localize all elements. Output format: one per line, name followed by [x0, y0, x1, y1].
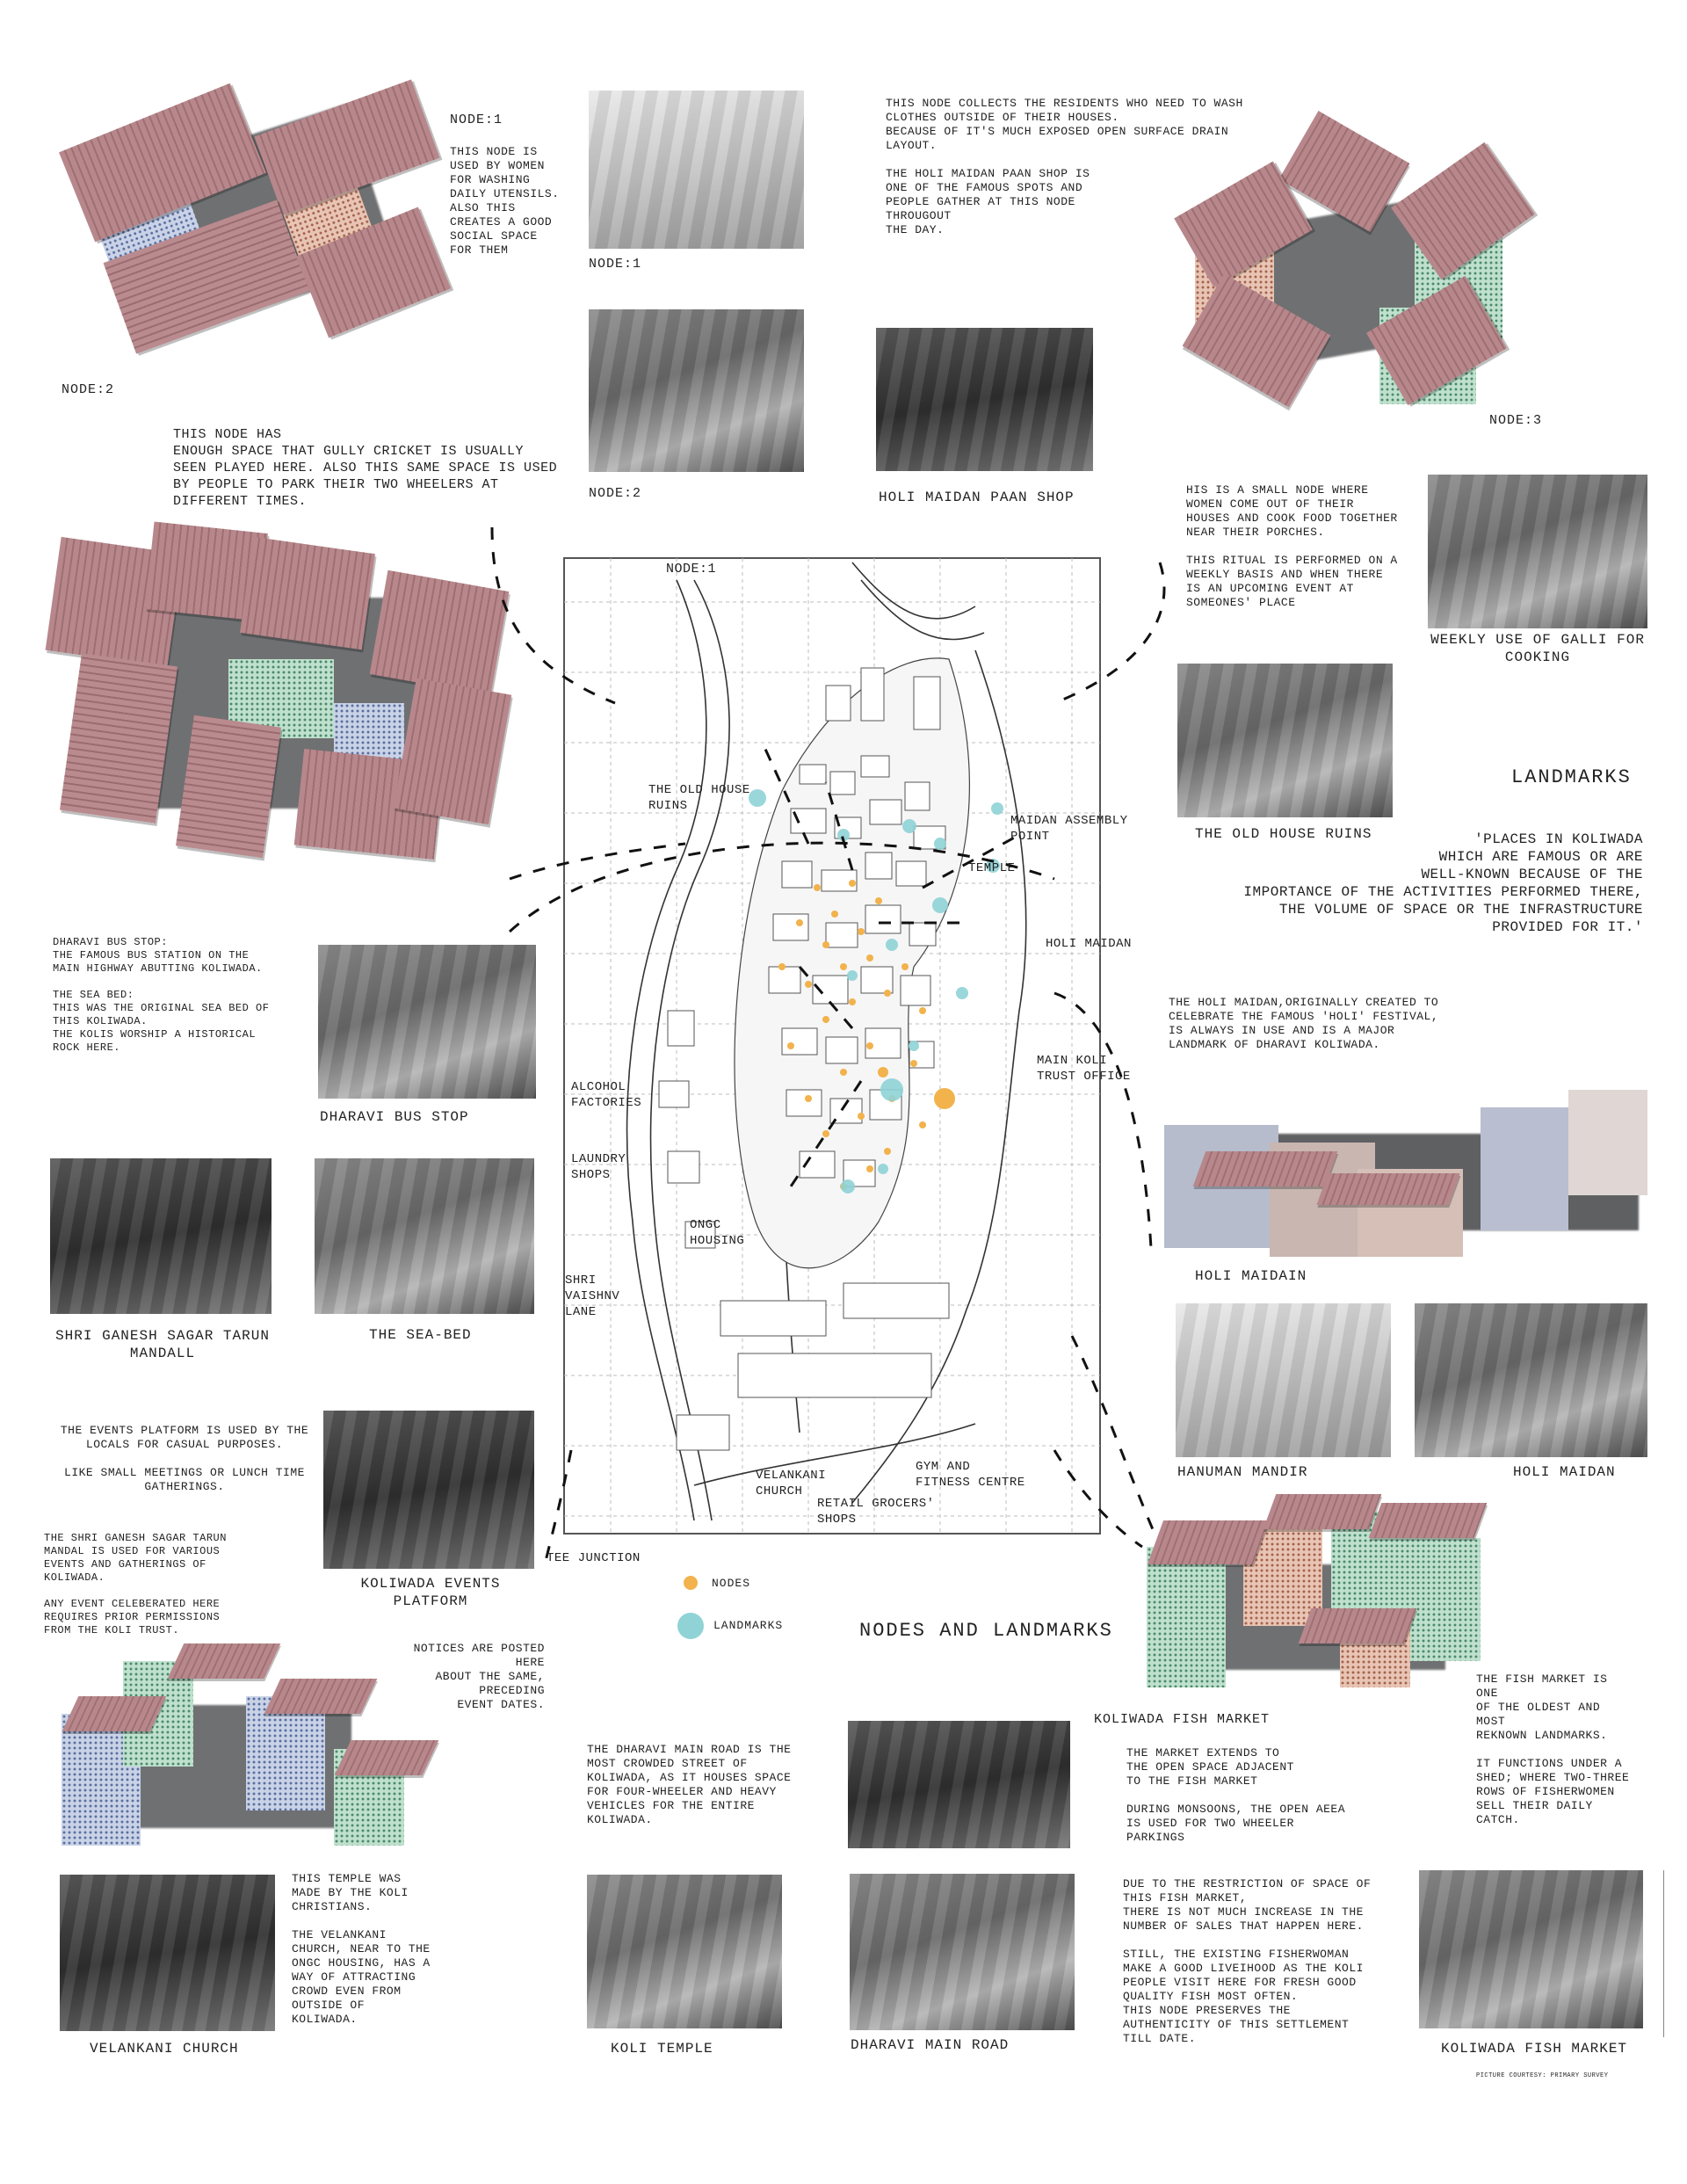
fish-market-caption: KOLIWADA FISH MARKET [1441, 2041, 1628, 2057]
bus-stop-text: DHARAVI BUS STOP: THE FAMOUS BUS STATION ON THE MAIN HIGHWAY ABUTTING KOLIWADA. THE SEA BED: THIS WAS THE ORIGINAL SEA BED OF THIS KOLIWADA. THE KOLIS WORSHIP A HISTORICAL ROCK HERE. [53, 936, 270, 1054]
events-text-1: THE EVENTS PLATFORM IS USED BY THE LOCALS FOR CASUAL PURPOSES. LIKE SMALL MEETINGS OR LUNCH TIME GATHERINGS. [60, 1424, 309, 1493]
diagram-title: NODES AND LANDMARKS [859, 1620, 1113, 1642]
map-label-laundry: LAUNDRY SHOPS [571, 1152, 626, 1182]
legend-nodes-label: NODES [712, 1577, 751, 1590]
map-label-gym: GYM AND FITNESS CENTRE [916, 1460, 1025, 1490]
holi-maidan-photo [1415, 1303, 1647, 1457]
main-road-photo [850, 1874, 1075, 2030]
map-label-velankani: VELANKANI CHURCH [756, 1469, 827, 1498]
node1-title: NODE:1 [450, 112, 503, 127]
fish-market-text-2: THE FISH MARKET IS ONE OF THE OLDEST AND MOST REKNOWN LANDMARKS. IT FUNCTIONS UNDER A SHED; WHERE TWO-THREE ROWS OF FISHERWOMEN SELL THEIR DAILY CATCH. [1476, 1672, 1630, 1826]
ganesh-mandal-caption: SHRI GANESH SAGAR TARUN MANDALL [55, 1328, 270, 1361]
divider-line [1663, 1870, 1664, 2037]
node1-photo-caption: NODE:1 [589, 257, 642, 272]
koli-temple-caption: KOLI TEMPLE [611, 2041, 713, 2057]
bus-stop-photo [318, 945, 536, 1099]
velankani-church-text: THIS TEMPLE WAS MADE BY THE KOLI CHRISTIANS. THE VELANKANI CHURCH, NEAR TO THE ONGC HOUSING, HAS A WAY OF ATTRACTING CROWD EVEN FROM OUTSIDE OF KOLIWADA. [292, 1872, 431, 2026]
node1-text: THIS NODE IS USED BY WOMEN FOR WASHING DAILY UTENSILS. ALSO THIS CREATES A GOOD SOCIAL SPACE FOR THEM [450, 145, 560, 257]
fish-market-photo-2 [1419, 1870, 1643, 2028]
node2-photo-caption: NODE:2 [589, 486, 642, 501]
node2-title: NODE:2 [62, 382, 115, 397]
notices-text: NOTICES ARE POSTED HERE ABOUT THE SAME, PRECEDING EVENT DATES. [413, 1642, 545, 1711]
map-label-node1: NODE:1 [666, 562, 717, 577]
old-house-ruins-caption: THE OLD HOUSE RUINS [1195, 826, 1372, 842]
koli-temple-photo [587, 1875, 782, 2028]
map-label-shri-vaishnav: SHRI VAISHNV LANE [565, 1273, 620, 1319]
events-platform-photo [323, 1411, 534, 1569]
holi-maidan-text: THE HOLI MAIDAN,ORIGINALLY CREATED TO CELEBRATE THE FAMOUS 'HOLI' FESTIVAL, IS ALWAYS IN USE AND IS A MAJOR LANDMARK OF DHARAVI KOLIWADA. [1169, 996, 1439, 1051]
paan-shop-caption: HOLI MAIDAN PAAN SHOP [879, 490, 1075, 505]
holi-maidan-model [1164, 1055, 1656, 1261]
map-label-old-house-ruins: THE OLD HOUSE RUINS [648, 783, 750, 813]
bus-stop-caption: DHARAVI BUS STOP [320, 1109, 469, 1125]
map-label-holi-maidan: HOLI MAIDAN [1046, 937, 1132, 951]
ganesh-mandal-photo [50, 1158, 272, 1314]
picture-courtesy: PICTURE COURTESY: PRIMARY SURVEY [1476, 2072, 1609, 2079]
landmarks-quote: 'PLACES IN KOLIWADA WHICH ARE FAMOUS OR ARE WELL-KNOWN BECAUSE OF THE IMPORTANCE OF THE ACTIVITIES PERFORMED THERE, THE VOLUME OF SPACE OR THE INFRASTRUCTURE PROVIDED FOR IT.' [1243, 831, 1643, 935]
fish-market-text-3: DUE TO THE RESTRICTION OF SPACE OF THIS FISH MARKET, THERE IS NOT MUCH INCREASE IN THE NUMBER OF SALES THAT HAPPEN HERE. STILL, THE EXISTING FISHERWOMAN MAKE A GOOD LIVEIHOOD AS THE KOLI PEOPLE VISIT HERE FOR FRESH GOOD QUALITY FISH MOST OFTEN. THIS NODE PRESERVES THE AUTHENTICITY OF THIS SETTLEMENT TILL DATE. [1123, 1877, 1372, 2045]
legend-landmarks-label: LANDMARKS [713, 1619, 784, 1632]
legend-landmarks-swatch [677, 1613, 704, 1639]
velankani-church-photo [60, 1875, 275, 2031]
events-platform-caption: KOLIWADA EVENTS PLATFORM [360, 1576, 501, 1609]
fish-market-model [1147, 1485, 1489, 1687]
main-road-text: THE DHARAVI MAIN ROAD IS THE MOST CROWDED STREET OF KOLIWADA, AS IT HOUSES SPACE FOR FOUR-WHEELER AND HEAVY VEHICLES FOR THE ENTIRE KOLIWADA. [587, 1743, 792, 1826]
fish-market-title: KOLIWADA FISH MARKET [1094, 1712, 1271, 1727]
holi-maidain-caption: HOLI MAIDAIN [1195, 1268, 1307, 1284]
hanuman-mandir-caption: HANUMAN MANDIR [1177, 1464, 1308, 1480]
sea-bed-caption: THE SEA-BED [369, 1327, 472, 1343]
map-label-alcohol: ALCOHOL FACTORIES [571, 1080, 642, 1110]
cooking-caption: WEEKLY USE OF GALLI FOR COOKING [1430, 632, 1645, 665]
map-label-koli-trust: MAIN KOLI TRUST OFFICE [1037, 1054, 1131, 1084]
events-text-2: THE SHRI GANESH SAGAR TARUN MANDAL IS USED FOR VARIOUS EVENTS AND GATHERINGS OF KOLIWADA. ANY EVENT CELEBERATED HERE REQUIRES PRIOR PERMISSIONS FROM THE KOLI TRUST. [44, 1532, 227, 1636]
fish-market-text-1: THE MARKET EXTENDS TO THE OPEN SPACE ADJACENT TO THE FISH MARKET DURING MONSOONS, THE OPEN AEEA IS USED FOR TWO WHEELER PARKINGS [1126, 1746, 1346, 1844]
main-road-caption: DHARAVI MAIN ROAD [851, 2037, 1010, 2053]
map-label-maidan-assembly: MAIDAN ASSEMBLY POINT [1010, 814, 1128, 844]
fish-market-photo-1 [848, 1721, 1070, 1848]
cooking-node-text: HIS IS A SMALL NODE WHERE WOMEN COME OUT OF THEIR HOUSES AND COOK FOOD TOGETHER NEAR THEIR PORCHES. THIS RITUAL IS PERFORMED ON A WEEKLY BASIS AND WHEN THERE IS AN UPCOMING EVENT AT SOMEONES' PLACE [1186, 483, 1398, 609]
hanuman-mandir-photo [1176, 1303, 1391, 1457]
node2-text: THIS NODE HAS ENOUGH SPACE THAT GULLY CRICKET IS USUALLY SEEN PLAYED HERE. ALSO THIS SAME SPACE IS USED BY PEOPLE TO PARK THEIR TWO WHEELERS AT DIFFERENT TIMES. [173, 427, 558, 509]
wash-node-text: THIS NODE COLLECTS THE RESIDENTS WHO NEED TO WASH CLOTHES OUTSIDE OF THEIR HOUSES. BECAUSE OF IT'S MUCH EXPOSED OPEN SURFACE DRAIN LAYOUT. THE HOLI MAIDAN PAAN SHOP IS ONE OF THE FAMOUS SPOTS AND PEOPLE GATHER AT THIS NODE THROUGOUT THE DAY. [886, 97, 1243, 236]
sea-bed-photo [315, 1158, 534, 1314]
legend-nodes-swatch [684, 1576, 698, 1590]
map-label-ongc: ONGC HOUSING [690, 1218, 745, 1248]
map-label-temple: TEMPLE [968, 861, 1016, 875]
events-platform-model [53, 1643, 439, 1863]
velankani-church-caption: VELANKANI CHURCH [90, 2041, 239, 2057]
node3-title: NODE:3 [1489, 413, 1543, 428]
map-label-tee-junction: TEE JUNCTION [547, 1551, 641, 1565]
map-label-retail: RETAIL GROCERS' SHOPS [817, 1497, 935, 1527]
holi-maidan-photo-caption: HOLI MAIDAN [1513, 1464, 1616, 1480]
landmarks-heading: LANDMARKS [1511, 766, 1632, 788]
